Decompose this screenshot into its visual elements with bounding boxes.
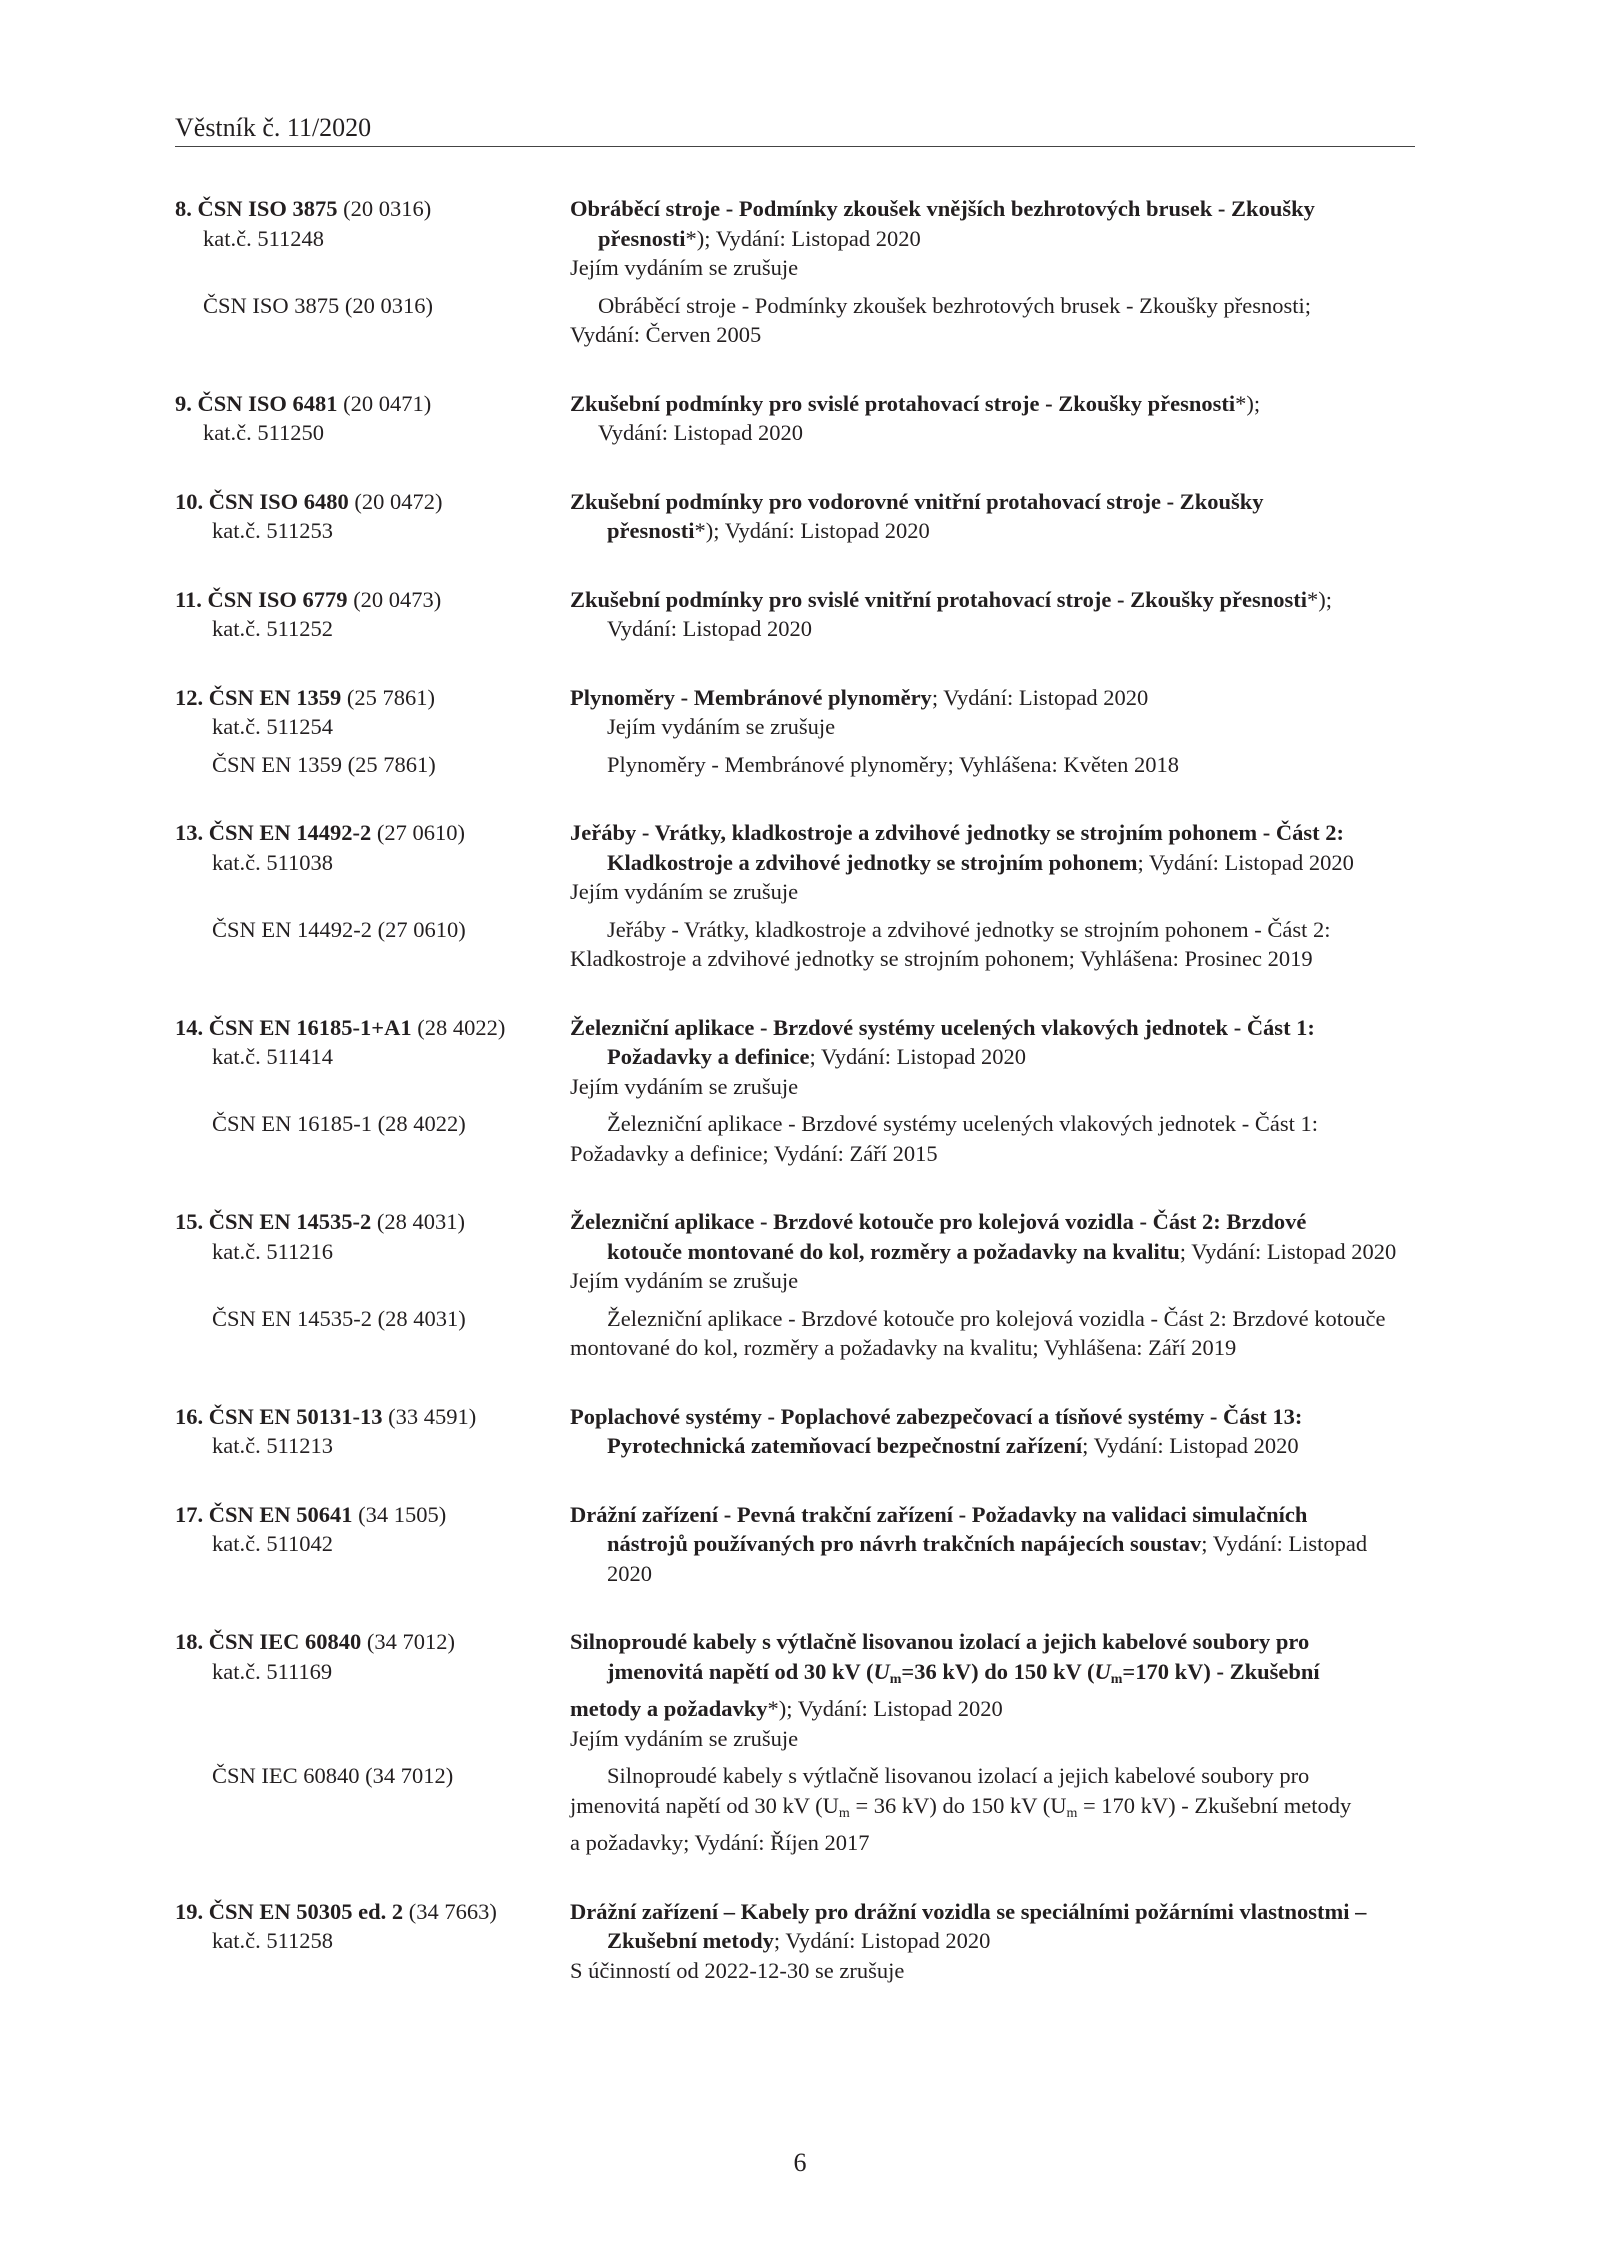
issue-info: *); Vydání: Listopad 2020 — [767, 1696, 1003, 1721]
standard-title: Železniční aplikace - Brzdové systémy ucelených vlakových jednotek - Část 1: — [570, 1014, 1315, 1040]
entry-number: 19. — [175, 1898, 204, 1924]
standard-title: Jeřáby - Vrátky, kladkostroje a zdvihové jednotky se strojním pohonem - Část 2: — [570, 820, 1344, 845]
bulletin-title: Věstník č. 11/2020 — [175, 113, 372, 142]
standard-title-cont: kotouče montované do kol, rozměry a požadavky na kvalitu — [607, 1238, 1180, 1264]
cancelled-standard-issue: montované do kol, rozměry a požadavky na kvalitu; Vyhlášena: Září 2019 — [570, 1335, 1237, 1360]
cancelled-standard-issue: Kladkostroje a zdvihové jednotky se strojním pohonem; Vyhlášena: Prosinec 2019 — [570, 946, 1313, 971]
cancelled-standard-title: Silnoproudé kabely s výtlačně lisovanou izolací a jejich kabelové soubory pro — [607, 1763, 1310, 1788]
standard-code: ČSN EN 14535-2 — [208, 1209, 372, 1234]
voltage-subscript: m — [1066, 1805, 1078, 1821]
classification-code: (20 0316) — [337, 196, 432, 221]
standard-title-cont — [607, 1657, 1415, 1695]
standard-code: ČSN EN 50305 ed. 2 — [208, 1898, 404, 1924]
entry-number: 13. — [175, 820, 204, 845]
classification-code: (28 4031) — [371, 1209, 466, 1234]
entry-number: 14. — [175, 1014, 204, 1040]
issue-info: ; Vydání: Listopad 2020 — [1179, 1238, 1397, 1264]
cancelled-standard-title: Obráběcí stroje - Podmínky zkoušek bezhrotových brusek - Zkoušky přesnosti; — [598, 292, 1311, 318]
cancelled-standard-title: Železniční aplikace - Brzdové systémy ucelených vlakových jednotek - Část 1: — [607, 1111, 1319, 1136]
title-text: =170 kV) - Zkušební — [1122, 1658, 1320, 1684]
catalog-number: kat.č. 511250 — [203, 420, 325, 445]
standard-code: ČSN EN 14492-2 — [208, 820, 372, 845]
entry-number: 9. — [175, 390, 192, 416]
standard-code: ČSN ISO 3875 — [197, 196, 338, 221]
entry-number: 18. — [175, 1629, 204, 1654]
standard-code: ČSN ISO 6480 — [208, 488, 349, 514]
catalog-number: kat.č. 511253 — [212, 518, 334, 543]
standard-title: Zkušební podmínky pro svislé protahovací stroje - Zkoušky přesnosti — [570, 390, 1236, 416]
standard-title-cont: Požadavky a definice — [607, 1044, 810, 1069]
voltage-subscript: m — [1110, 1671, 1123, 1687]
classification-code: (28 4022) — [411, 1014, 506, 1040]
standard-title: Drážní zařízení - Pevná trakční zařízení - Požadavky na validaci simulačních — [570, 1501, 1308, 1527]
issue-info: *); Vydání: Listopad 2020 — [694, 518, 930, 543]
standard-title: Drážní zařízení – Kabely pro drážní vozidla se speciálními požárními vlastnostmi – — [570, 1898, 1367, 1924]
page-number: 6 — [793, 2148, 807, 2177]
cancellation-note: Jejím vydáním se zrušuje — [607, 714, 836, 739]
standard-title: Obráběcí stroje - Podmínky zkoušek vnějších bezhrotových brusek - Zkoušky — [570, 196, 1315, 221]
cancellation-note: Jejím vydáním se zrušuje — [570, 1073, 799, 1099]
standard-title: Zkušební podmínky pro vodorovné vnitřní protahovací stroje - Zkoušky — [570, 488, 1264, 514]
entry-number: 15. — [175, 1209, 204, 1234]
cancellation-note: Jejím vydáním se zrušuje — [570, 879, 799, 904]
standard-entry-12 — [175, 683, 1415, 780]
title-text: jmenovitá napětí od 30 kV ( — [607, 1658, 874, 1684]
entry-number: 17. — [175, 1501, 204, 1527]
issue-info: ; Vydání: Listopad 2020 — [1082, 1433, 1299, 1458]
standard-code: ČSN EN 50131-13 — [208, 1403, 383, 1429]
standard-code: ČSN EN 16185-1+A1 — [208, 1014, 412, 1040]
cancelled-standard-code: ČSN EN 16185-1 (28 4022) — [212, 1111, 466, 1136]
cancelled-standard-code: ČSN IEC 60840 (34 7012) — [212, 1763, 454, 1788]
standard-title-cont: Zkušební metody — [607, 1928, 774, 1953]
cancelled-standard-title-cont — [570, 1791, 1415, 1829]
classification-code: (34 1505) — [352, 1501, 447, 1527]
standard-title-cont: přesnosti — [598, 225, 686, 251]
classification-code: (20 0473) — [347, 586, 442, 612]
cancelled-standard-code: ČSN EN 1359 (25 7861) — [212, 751, 436, 777]
title-suffix: *); — [1307, 586, 1333, 612]
standard-title: Zkušební podmínky pro svislé vnitřní protahovací stroje - Zkoušky přesnosti — [570, 586, 1308, 612]
title-text: =36 kV) do 150 kV ( — [901, 1658, 1095, 1684]
standard-title: Poplachové systémy - Poplachové zabezpečovací a tísňové systémy - Část 13: — [570, 1403, 1303, 1429]
standard-title: Plynoměry - Membránové plynoměry — [570, 684, 932, 710]
title-text: jmenovitá napětí od 30 kV (U — [570, 1792, 839, 1818]
standard-title: Silnoproudé kabely s výtlačně lisovanou izolací a jejich kabelové soubory pro — [570, 1629, 1310, 1654]
entry-number: 8. — [175, 196, 192, 221]
standard-title-cont: přesnosti — [607, 518, 695, 543]
standard-entry-10 — [175, 487, 1415, 546]
title-text: = 36 kV) do 150 kV (U — [849, 1792, 1067, 1818]
classification-code: (34 7012) — [361, 1629, 456, 1654]
classification-code: (20 0471) — [337, 390, 432, 416]
classification-code: (27 0610) — [371, 820, 466, 845]
cancelled-standard-issue: Požadavky a definice; Vydání: Září 2015 — [570, 1140, 938, 1166]
standard-entry-19 — [175, 1897, 1415, 1986]
cancelled-standard-title: Jeřáby - Vrátky, kladkostroje a zdvihové jednotky se strojním pohonem - Část 2: — [607, 916, 1331, 942]
catalog-number: kat.č. 511213 — [212, 1433, 334, 1458]
standard-title-cont: metody a požadavky — [570, 1696, 768, 1721]
catalog-number: kat.č. 511254 — [212, 714, 334, 739]
cancelled-standard-code: ČSN EN 14492-2 (27 0610) — [212, 916, 466, 942]
title-suffix: *); — [1235, 390, 1261, 416]
catalog-number: kat.č. 511252 — [212, 616, 334, 641]
catalog-number: kat.č. 511248 — [203, 225, 325, 251]
issue-info: ; Vydání: Listopad 2020 — [931, 684, 1149, 710]
title-text: = 170 kV) - Zkušební metody — [1077, 1792, 1352, 1818]
standard-entry-14 — [175, 1013, 1415, 1169]
issue-info: ; Vydání: Listopad 2020 — [607, 1531, 1368, 1586]
catalog-number: kat.č. 511042 — [212, 1531, 334, 1556]
voltage-subscript: m — [889, 1671, 902, 1687]
page-header — [175, 110, 1415, 147]
cancelled-standard-title: Plynoměry - Membránové plynoměry; Vyhlášena: Květen 2018 — [607, 751, 1179, 777]
standard-entry-18 — [175, 1627, 1415, 1858]
classification-code: (33 4591) — [382, 1403, 477, 1429]
standard-entry-15 — [175, 1207, 1415, 1363]
catalog-number: kat.č. 511216 — [212, 1238, 334, 1264]
voltage-subscript: m — [838, 1805, 850, 1821]
issue-info: Vydání: Listopad 2020 — [607, 616, 812, 641]
issue-info: Vydání: Listopad 2020 — [598, 420, 803, 445]
standard-entry-9 — [175, 389, 1415, 448]
standard-title: Železniční aplikace - Brzdové kotouče pro kolejová vozidla - Část 2: Brzdové — [570, 1209, 1307, 1234]
catalog-number: kat.č. 511169 — [212, 1658, 333, 1684]
voltage-symbol: U — [873, 1658, 890, 1684]
catalog-number: kat.č. 511258 — [212, 1928, 334, 1953]
issue-info: ; Vydání: Listopad 2020 — [773, 1928, 991, 1953]
issue-info: ; Vydání: Listopad 2020 — [1137, 849, 1354, 875]
catalog-number: kat.č. 511414 — [212, 1044, 334, 1069]
cancelled-standard-issue: Vydání: Červen 2005 — [570, 322, 762, 347]
standard-code: ČSN IEC 60840 — [208, 1629, 362, 1654]
cancelled-standard-title: Železniční aplikace - Brzdové kotouče pro kolejová vozidla - Část 2: Brzdové kotouče — [607, 1305, 1386, 1331]
entry-number: 10. — [175, 488, 204, 514]
standard-title-cont: Pyrotechnická zatemňovací bezpečnostní zařízení — [607, 1433, 1083, 1458]
cancellation-note: S účinností od 2022-12-30 se zrušuje — [570, 1957, 905, 1983]
entry-number: 12. — [175, 684, 204, 710]
standard-entry-16 — [175, 1402, 1415, 1461]
cancellation-note: Jejím vydáním se zrušuje — [570, 1268, 799, 1293]
catalog-number: kat.č. 511038 — [212, 849, 334, 875]
cancelled-standard-issue: a požadavky; Vydání: Říjen 2017 — [570, 1830, 870, 1855]
standard-code: ČSN ISO 6481 — [197, 390, 338, 416]
issue-info: *); Vydání: Listopad 2020 — [685, 225, 921, 251]
standard-entry-11 — [175, 585, 1415, 644]
entry-number: 16. — [175, 1403, 204, 1429]
classification-code: (34 7663) — [403, 1898, 497, 1924]
cancelled-standard-code: ČSN EN 14535-2 (28 4031) — [212, 1305, 466, 1331]
classification-code: (25 7861) — [341, 684, 436, 710]
standard-code: ČSN EN 1359 — [208, 684, 342, 710]
cancellation-note: Jejím vydáním se zrušuje — [570, 1725, 799, 1751]
entry-number: 11. — [175, 586, 202, 612]
standard-title-cont: Kladkostroje a zdvihové jednotky se strojním pohonem — [607, 849, 1138, 875]
standards-list — [175, 194, 1415, 2024]
standard-code: ČSN EN 50641 — [208, 1501, 353, 1527]
issue-info: ; Vydání: Listopad 2020 — [809, 1044, 1026, 1069]
standard-entry-13 — [175, 818, 1415, 974]
voltage-symbol: U — [1094, 1658, 1111, 1684]
standard-title-cont: nástrojů používaných pro návrh trakčních napájecích soustav — [607, 1531, 1202, 1556]
classification-code: (20 0472) — [348, 488, 443, 514]
cancelled-standard-code: ČSN ISO 3875 (20 0316) — [203, 292, 434, 318]
standard-entry-17 — [175, 1500, 1415, 1589]
standard-code: ČSN ISO 6779 — [207, 586, 348, 612]
standard-entry-8 — [175, 194, 1415, 350]
cancellation-note: Jejím vydáním se zrušuje — [570, 255, 799, 280]
